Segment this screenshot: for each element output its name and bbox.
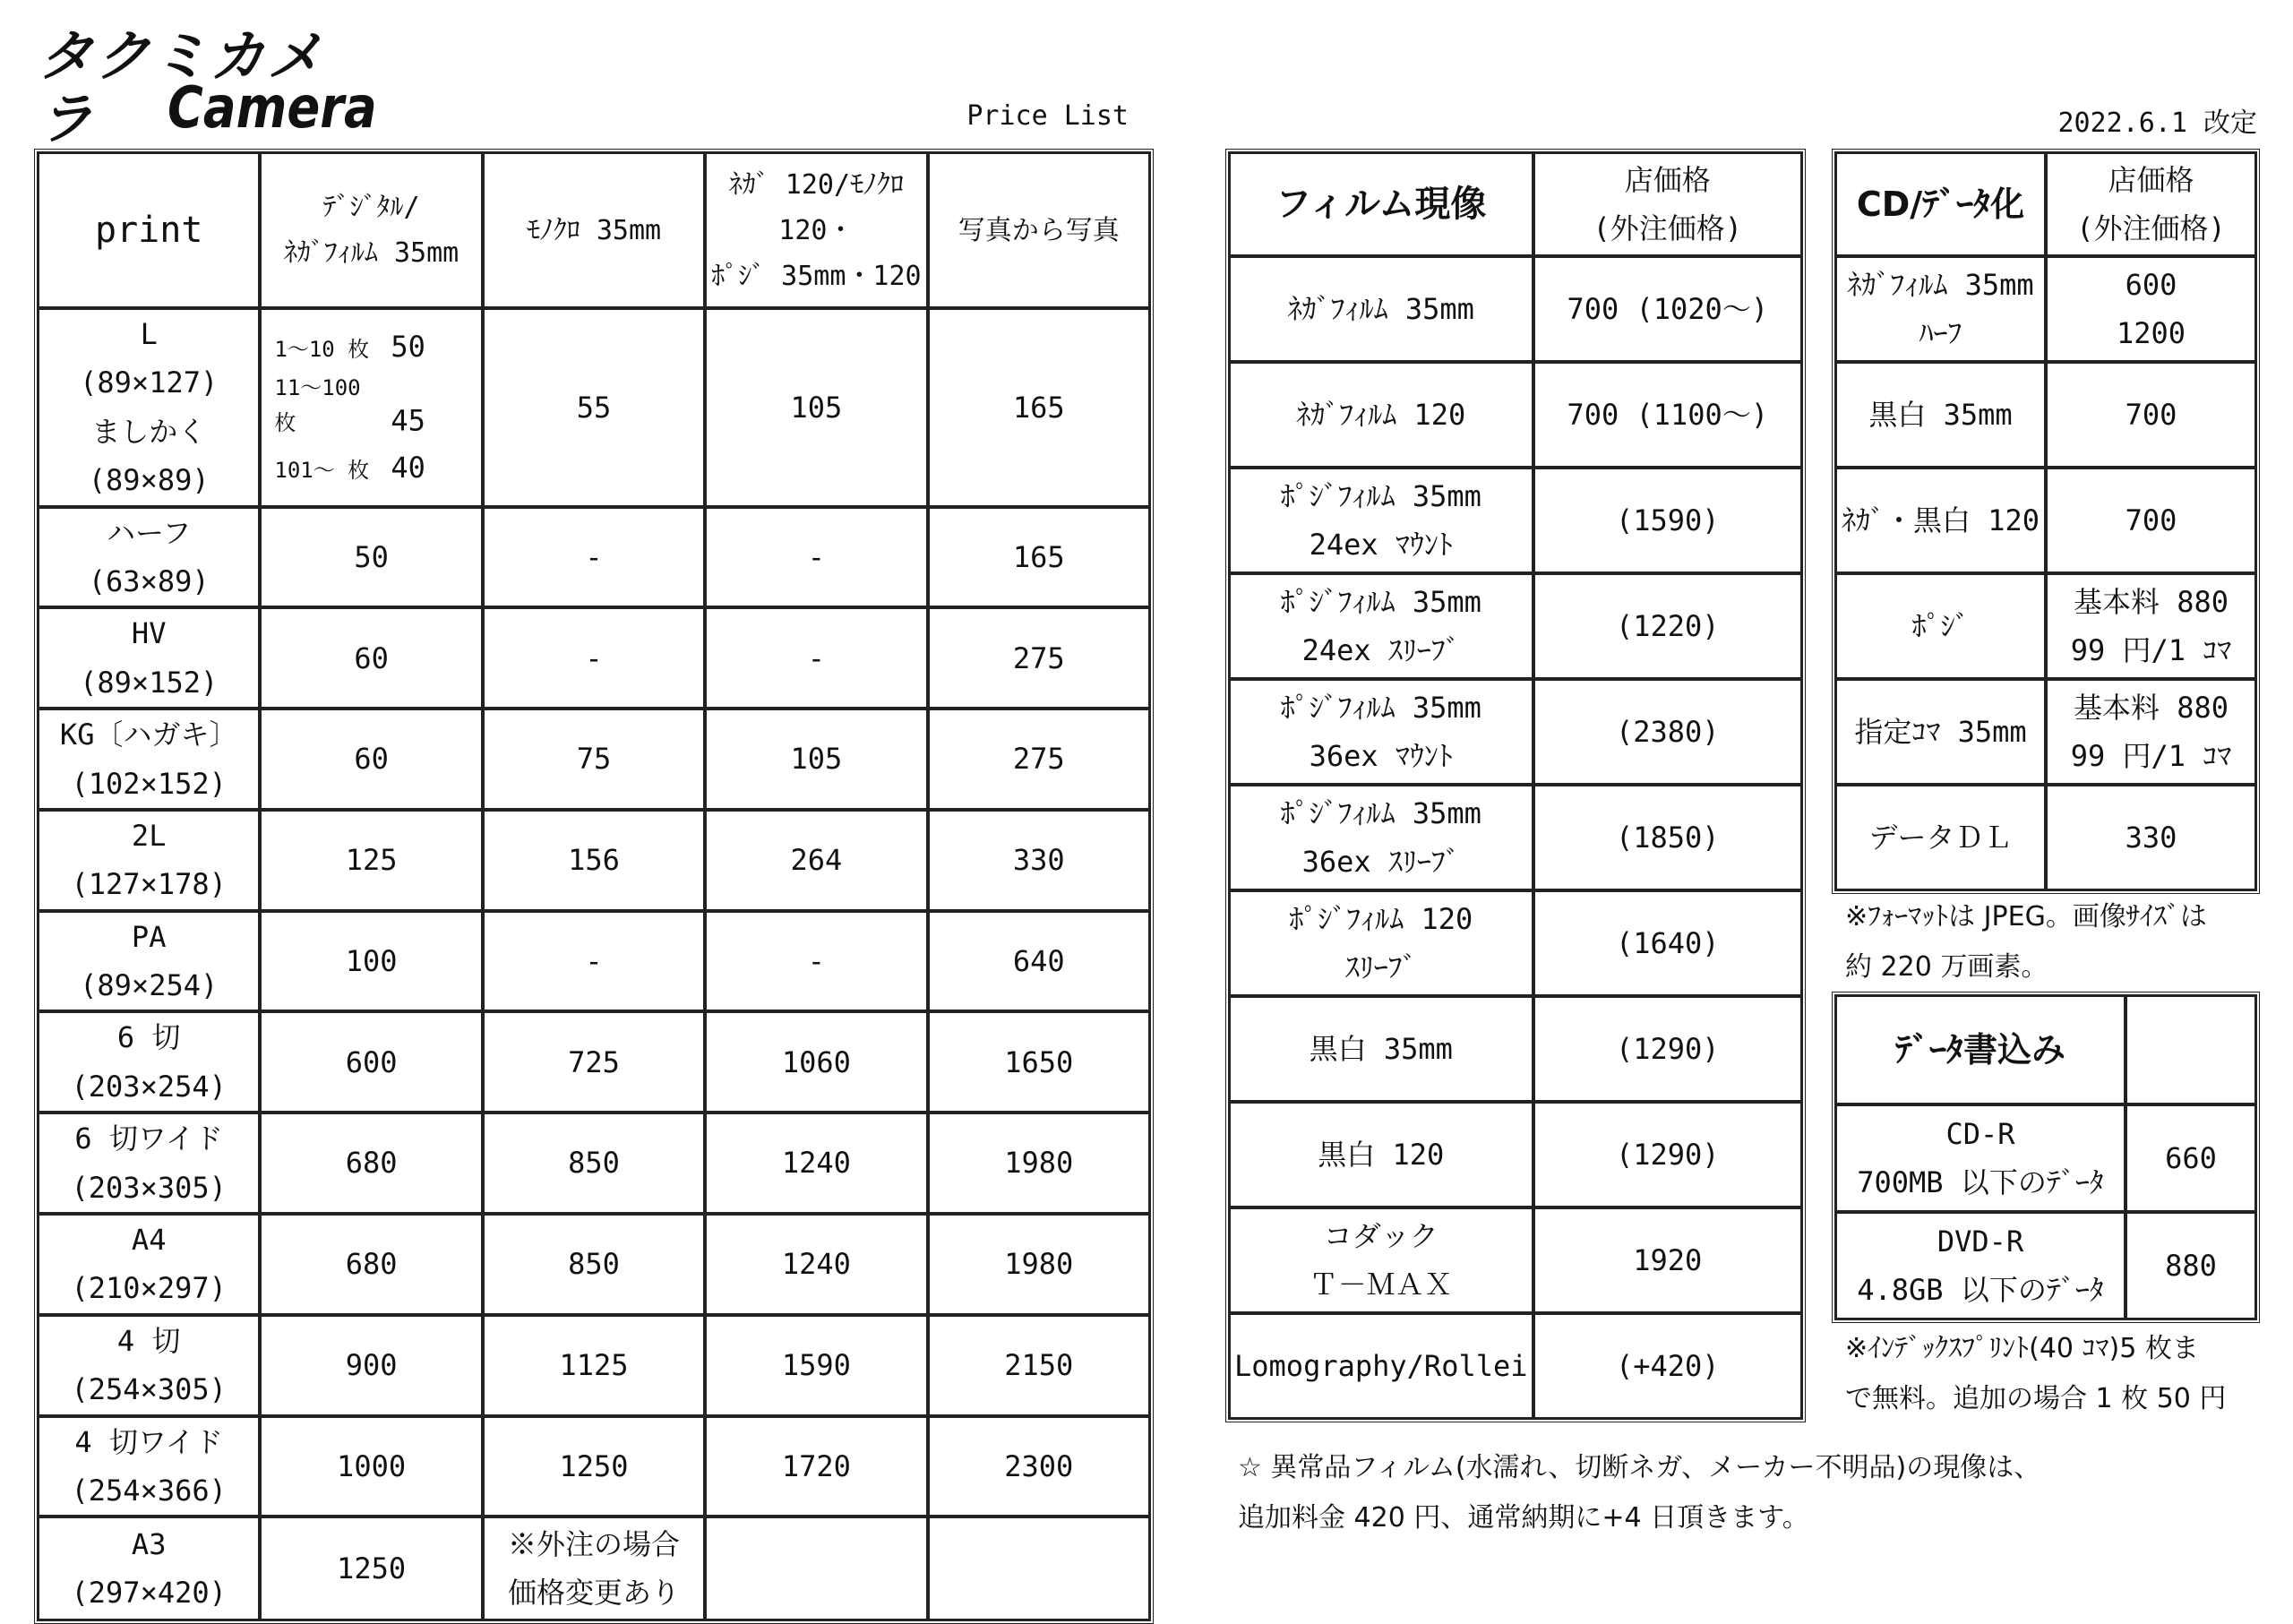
size-cell: 4 切ワイド (254×366) [38, 1416, 260, 1517]
price-cell: 1250 [483, 1416, 705, 1517]
film-name: Lomography/Rollei [1229, 1313, 1533, 1419]
size-cell: 4 切 (254×305) [38, 1315, 260, 1416]
price-cell: 264 [705, 810, 927, 911]
size-cell: ハーフ (63×89) [38, 507, 260, 608]
price-cell: - [483, 911, 705, 1012]
size-cell: KG〔ハガキ〕 (102×152) [38, 709, 260, 810]
film-name: ﾎﾟｼﾞﾌｨﾙﾑ 35mm 24ex ｽﾘｰﾌﾞ [1229, 573, 1533, 679]
cd-item-name: ﾎﾟｼﾞ [1835, 573, 2046, 679]
revision-date: 2022.6.1 改定 [2057, 107, 2257, 139]
data-write-title: ﾃﾞｰﾀ書込み [1835, 995, 2126, 1104]
table-row [1229, 1207, 1802, 1313]
price-cell: 680 [260, 1113, 482, 1214]
film-price: (1290) [1533, 996, 1802, 1102]
table-row [1229, 996, 1802, 1102]
price-cell: 55 [483, 308, 705, 507]
film-development-table [1225, 149, 1806, 1422]
print-price-table [34, 149, 1154, 1624]
film-price: (1590) [1533, 468, 1802, 573]
price-cell: 1240 [705, 1113, 927, 1214]
table-row [1835, 573, 2256, 679]
size-cell: 2L (127×178) [38, 810, 260, 911]
abnormal-film-note: ☆ 異常品フィルム(水濡れ、切断ネガ、メーカー不明品)の現像は、 追加料金 420 円、通常納期に+4 日頂きます。 [1238, 1452, 2041, 1534]
price-cell: - [705, 911, 927, 1012]
table-row [1229, 362, 1802, 468]
cd-data-table [1832, 149, 2260, 894]
table-row [1835, 785, 2256, 890]
price-cell: 2150 [928, 1315, 1150, 1416]
price-cell: 1060 [705, 1011, 927, 1113]
price-cell: 1980 [928, 1214, 1150, 1315]
film-name: 黒白 35mm [1229, 996, 1533, 1102]
table-row [38, 308, 1150, 507]
price-cell: 1590 [705, 1315, 927, 1416]
tier-line: 11〜100 枚 45 [274, 374, 425, 438]
table-row [38, 1416, 1150, 1517]
page-title: Price List [966, 100, 1129, 132]
table-row [1835, 1212, 2256, 1319]
size-cell: HV (89×152) [38, 607, 260, 709]
film-price: 700 (1020〜) [1533, 256, 1802, 362]
logo-japanese: タクミカメラ [38, 23, 325, 151]
size-cell: A4 (210×297) [38, 1214, 260, 1315]
table-row [1229, 890, 1802, 996]
price-cell: 600 [260, 1011, 482, 1113]
film-price: (1640) [1533, 890, 1802, 996]
price-cell: 75 [483, 709, 705, 810]
price-cell: 105 [705, 308, 927, 507]
cd-item-price: 330 [2046, 785, 2256, 890]
table-row [38, 1113, 1150, 1214]
cd-item-name: データＤＬ [1835, 785, 2046, 890]
table-row [1229, 256, 1802, 362]
price-cell: - [483, 507, 705, 608]
price-cell: 165 [928, 507, 1150, 608]
table-row [38, 1315, 1150, 1416]
film-name: ﾈｶﾞﾌｨﾙﾑ 35mm [1229, 256, 1533, 362]
price-cell: 275 [928, 709, 1150, 810]
film-name: ﾎﾟｼﾞﾌｨﾙﾑ 120 ｽﾘｰﾌﾞ [1229, 890, 1533, 996]
logo-english: Camera [167, 75, 377, 142]
price-cell: 1125 [483, 1315, 705, 1416]
film-name: 黒白 120 [1229, 1102, 1533, 1207]
table-header-row [1835, 152, 2256, 256]
header-print: print [38, 152, 260, 308]
cd-item-price: 700 [2046, 362, 2256, 468]
table-header-row [1229, 152, 1802, 256]
price-cell: 1250 [260, 1517, 482, 1620]
media-price: 880 [2126, 1212, 2256, 1319]
price-cell: - [705, 507, 927, 608]
price-cell [705, 1517, 927, 1620]
table-row [38, 709, 1150, 810]
price-header: 店価格 (外注価格) [1533, 152, 1802, 256]
table-row [38, 1517, 1150, 1620]
price-cell: 60 [260, 709, 482, 810]
media-price: 660 [2126, 1104, 2256, 1212]
price-cell: 640 [928, 911, 1150, 1012]
film-price: (1850) [1533, 785, 1802, 890]
table-row [1229, 1313, 1802, 1419]
header-120-positive: ﾈｶﾞ 120/ﾓﾉｸﾛ 120・ ﾎﾟｼﾞ 35mm・120 [705, 152, 927, 308]
empty-header-cell [2126, 995, 2256, 1104]
film-price: (2380) [1533, 679, 1802, 785]
table-row [38, 810, 1150, 911]
film-name: ﾎﾟｼﾞﾌｨﾙﾑ 35mm 24ex ﾏｳﾝﾄ [1229, 468, 1533, 573]
film-price: (1220) [1533, 573, 1802, 679]
table-row [1229, 1102, 1802, 1207]
cd-item-name: 黒白 35mm [1835, 362, 2046, 468]
size-cell: A3 (297×420) [38, 1517, 260, 1620]
table-row [1835, 468, 2256, 573]
cd-item-price: 700 [2046, 468, 2256, 573]
price-cell: 850 [483, 1113, 705, 1214]
price-cell: - [705, 607, 927, 709]
price-cell: 850 [483, 1214, 705, 1315]
cd-data-title: CD/ﾃﾞｰﾀ化 [1835, 152, 2046, 256]
table-row [38, 1214, 1150, 1315]
table-row [1229, 679, 1802, 785]
table-header-row [1835, 995, 2256, 1104]
outsource-note-cell: ※外注の場合 価格変更あり [483, 1517, 705, 1620]
price-cell: 165 [928, 308, 1150, 507]
price-cell: 125 [260, 810, 482, 911]
price-cell: 275 [928, 607, 1150, 709]
film-name: コダック Ｔ－ＭＡＸ [1229, 1207, 1533, 1313]
price-cell: 50 [260, 507, 482, 608]
price-cell: 330 [928, 810, 1150, 911]
media-name: CD-R 700MB 以下のﾃﾞｰﾀ [1835, 1104, 2126, 1212]
price-cell: 1720 [705, 1416, 927, 1517]
price-cell: 1650 [928, 1011, 1150, 1113]
table-row [38, 507, 1150, 608]
price-cell: 2300 [928, 1416, 1150, 1517]
price-cell: 1000 [260, 1416, 482, 1517]
cd-item-price: 600 1200 [2046, 256, 2256, 362]
cd-item-name: ﾈｶﾞﾌｨﾙﾑ 35mm ﾊｰﾌ [1835, 256, 2046, 362]
film-name: ﾎﾟｼﾞﾌｨﾙﾑ 35mm 36ex ｽﾘｰﾌﾞ [1229, 785, 1533, 890]
table-row [1835, 679, 2256, 785]
price-cell: 725 [483, 1011, 705, 1113]
table-row [1835, 256, 2256, 362]
film-price: 700 (1100〜) [1533, 362, 1802, 468]
film-development-title: フィルム現像 [1229, 152, 1533, 256]
size-cell: L (89×127) ましかく (89×89) [38, 308, 260, 507]
table-row [38, 911, 1150, 1012]
tier-line: 101〜 枚 40 [274, 450, 425, 485]
data-write-table [1832, 992, 2260, 1323]
header-photo-to-photo: 写真から写真 [928, 152, 1150, 308]
table-row [1835, 362, 2256, 468]
price-cell: 900 [260, 1315, 482, 1416]
price-cell: 105 [705, 709, 927, 810]
film-name: ﾎﾟｼﾞﾌｨﾙﾑ 35mm 36ex ﾏｳﾝﾄ [1229, 679, 1533, 785]
price-cell: 100 [260, 911, 482, 1012]
tier-line: 1〜10 枚 50 [274, 329, 425, 364]
cd-item-name: ﾈｶﾞ・黒白 120 [1835, 468, 2046, 573]
table-row [1835, 1104, 2256, 1212]
film-price: (1290) [1533, 1102, 1802, 1207]
index-print-note: ※ｲﾝﾃﾞｯｸｽﾌﾟﾘﾝﾄ(40 ｺﾏ)5 枚ま で無料。追加の場合 1 枚 50 円 [1845, 1333, 2227, 1414]
price-cell: 680 [260, 1214, 482, 1315]
logo [38, 23, 377, 151]
cd-item-name: 指定ｺﾏ 35mm [1835, 679, 2046, 785]
header-digital-negative: ﾃﾞｼﾞﾀﾙ/ ﾈｶﾞﾌｨﾙﾑ 35mm [260, 152, 482, 308]
price-cell: 60 [260, 607, 482, 709]
film-price: 1920 [1533, 1207, 1802, 1313]
table-row [1229, 785, 1802, 890]
price-cell: 156 [483, 810, 705, 911]
cd-item-price: 基本料 880 99 円/1 ｺﾏ [2046, 679, 2256, 785]
film-name: ﾈｶﾞﾌｨﾙﾑ 120 [1229, 362, 1533, 468]
price-cell: - [483, 607, 705, 709]
size-cell: PA (89×254) [38, 911, 260, 1012]
price-header: 店価格 (外注価格) [2046, 152, 2256, 256]
table-row [38, 1011, 1150, 1113]
table-row [38, 607, 1150, 709]
price-cell: 1980 [928, 1113, 1150, 1214]
size-cell: 6 切 (203×254) [38, 1011, 260, 1113]
table-row [1229, 573, 1802, 679]
header-monochrome: ﾓﾉｸﾛ 35mm [483, 152, 705, 308]
table-row [1229, 468, 1802, 573]
size-cell: 6 切ワイド (203×305) [38, 1113, 260, 1214]
cd-format-note: ※ﾌｫｰﾏｯﾄは JPEG。画像ｻｲｽﾞは 約 220 万画素。 [1845, 901, 2207, 983]
tier-price-cell [260, 308, 482, 507]
table-header-row [38, 152, 1150, 308]
film-price: (+420) [1533, 1313, 1802, 1419]
price-cell [928, 1517, 1150, 1620]
price-cell: 1240 [705, 1214, 927, 1315]
cd-item-price: 基本料 880 99 円/1 ｺﾏ [2046, 573, 2256, 679]
media-name: DVD-R 4.8GB 以下のﾃﾞｰﾀ [1835, 1212, 2126, 1319]
